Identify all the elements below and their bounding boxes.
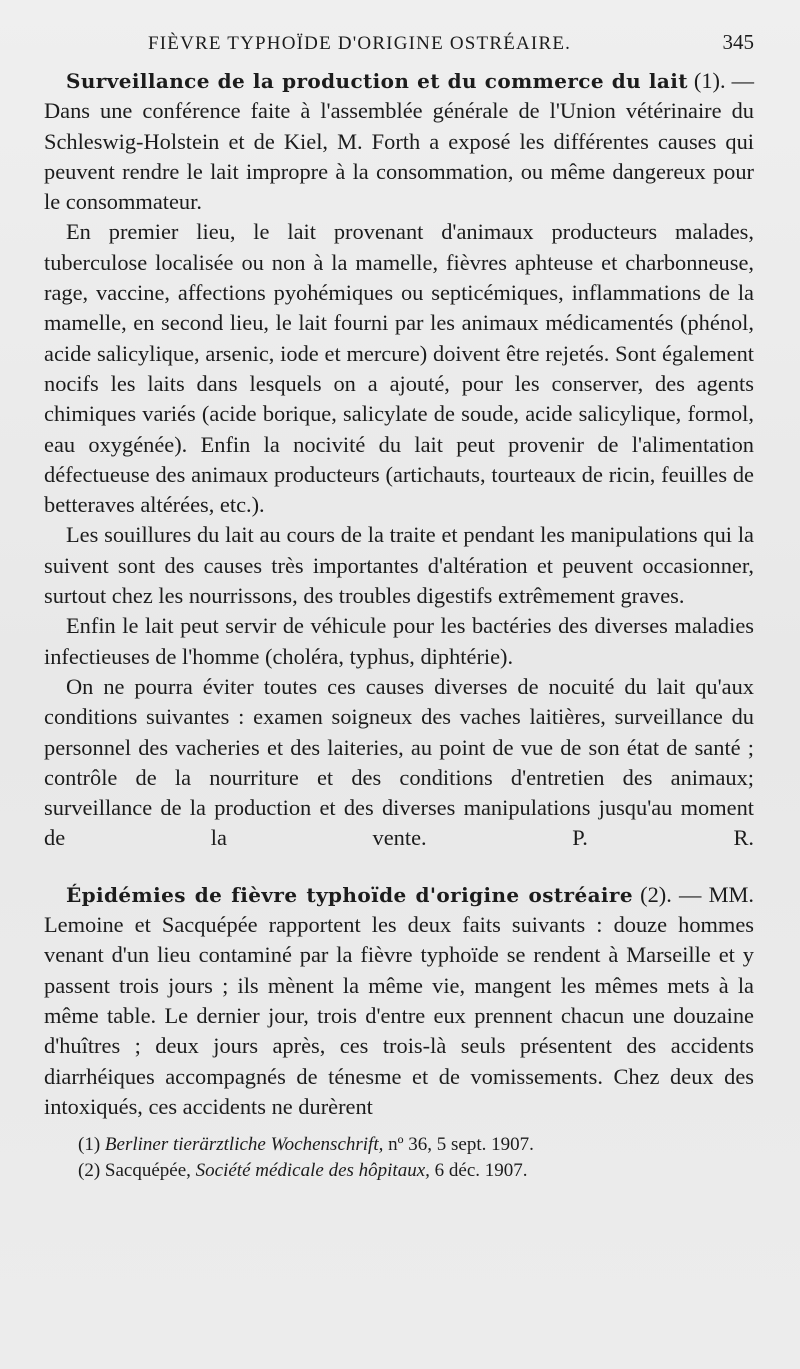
paragraph-text: (1). — Dans une conférence faite à l'assemblée générale de l'Union vétérinaire du Schleswig-Holstein et de Kiel, M. Forth a exposé les différentes causes qui peuvent rendre le lait impropre à la consommation, ou même dangereux pour le consommateur. (44, 68, 755, 215)
footnote-source: Berliner tierärztliche Wochenschrift, (104, 1134, 384, 1156)
paragraph: En premier lieu, le lait provenant d'animaux producteurs malades, tuberculose localisée ou non à la mamelle, fièvres aphteuse et charbonneuse, rage, vaccine, affections pyohémiques ou septicémiques, inflammations de la mamelle, en second lieu, le lait fourni par les animaux médicamentés (phénol, acide salicylique, arsenic, iode et mercure) doivent être rejetés. Sont également nocifs les laits dans lesquels on a ajouté, pour les conserver, des agents chimiques variés (acide borique, salicylate de soude, acide salicylique, formol, eau oxygénée). Enfin la nocivité du lait peut provenir de l'alimentation défectueuse des animaux producteurs (artichauts, tourteaux de ricin, feuilles de betteraves altérées, etc.). (44, 219, 754, 518)
running-head (44, 30, 754, 66)
article-milk-surveillance (44, 66, 754, 854)
paragraph-text: (2). — MM. Lemoine et Sacquépée rapportent les deux faits suivants : douze hommes venant d'un lieu contaminé par la fièvre typhoïde se rendent à Marseille et y passent trois jours ; ils mènent la même vie, mangent les mêmes mets à la même table. Le dernier jour, trois d'entre eux prennent chacun une douzaine d'huîtres ; deux jours après, ces trois-là seuls présentent des accidents diarrhéiques accompagnés de ténesme et de vomissements. Chez deux des intoxiqués, ces accidents ne durèrent (44, 881, 754, 1119)
footnote-text: Sacquépée, (100, 1160, 196, 1182)
section-divider (44, 854, 754, 880)
paragraph (44, 66, 754, 217)
paragraph-text: On ne pourra éviter toutes ces causes diverses de nocuité du lait qu'aux conditions suivantes : examen soigneux des vaches laitières, surveillance du personnel des vacheries et des laiteries, au point de vue de son état de santé ; contrôle de la nourriture et des conditions d'entretien des animaux; surveillance de la production et des diverses manipulations jusqu'au moment de la vente. (44, 673, 754, 851)
footnote-mark: (2) (78, 1160, 101, 1182)
running-title: FIÈVRE TYPHOÏDE D'ORIGINE OSTRÉAIRE. (148, 33, 572, 54)
footnote (44, 1132, 754, 1158)
footnotes (44, 1132, 754, 1184)
footnote-text: nº 36, 5 sept. 1907. (383, 1134, 534, 1156)
footnote-text: 6 déc. 1907. (429, 1160, 528, 1182)
footnote-mark: (1) (78, 1134, 101, 1156)
paragraph (44, 880, 754, 1122)
paragraph (44, 672, 754, 854)
section-title: Surveillance de la production et du commerce du lait (66, 69, 688, 93)
section-title: Épidémies de fièvre typhoïde d'origine ostréaire (66, 882, 633, 907)
footnote (44, 1158, 754, 1184)
page-number: 345 (722, 30, 754, 54)
article-typhoid-oysters (44, 880, 754, 1122)
signature: P. R. (572, 825, 754, 851)
footnote-source: Société médicale des hôpitaux, (195, 1160, 430, 1182)
paragraph: Les souillures du lait au cours de la traite et pendant les manipulations qui la suivent sont des causes très importantes d'altération et peuvent occasionner, surtout chez les nourrissons, des troubles digestifs extrêmement graves. (44, 522, 754, 609)
paragraph: Enfin le lait peut servir de véhicule pour les bactéries des diverses maladies infectieuses de l'homme (choléra, typhus, diphtérie). (44, 613, 754, 669)
